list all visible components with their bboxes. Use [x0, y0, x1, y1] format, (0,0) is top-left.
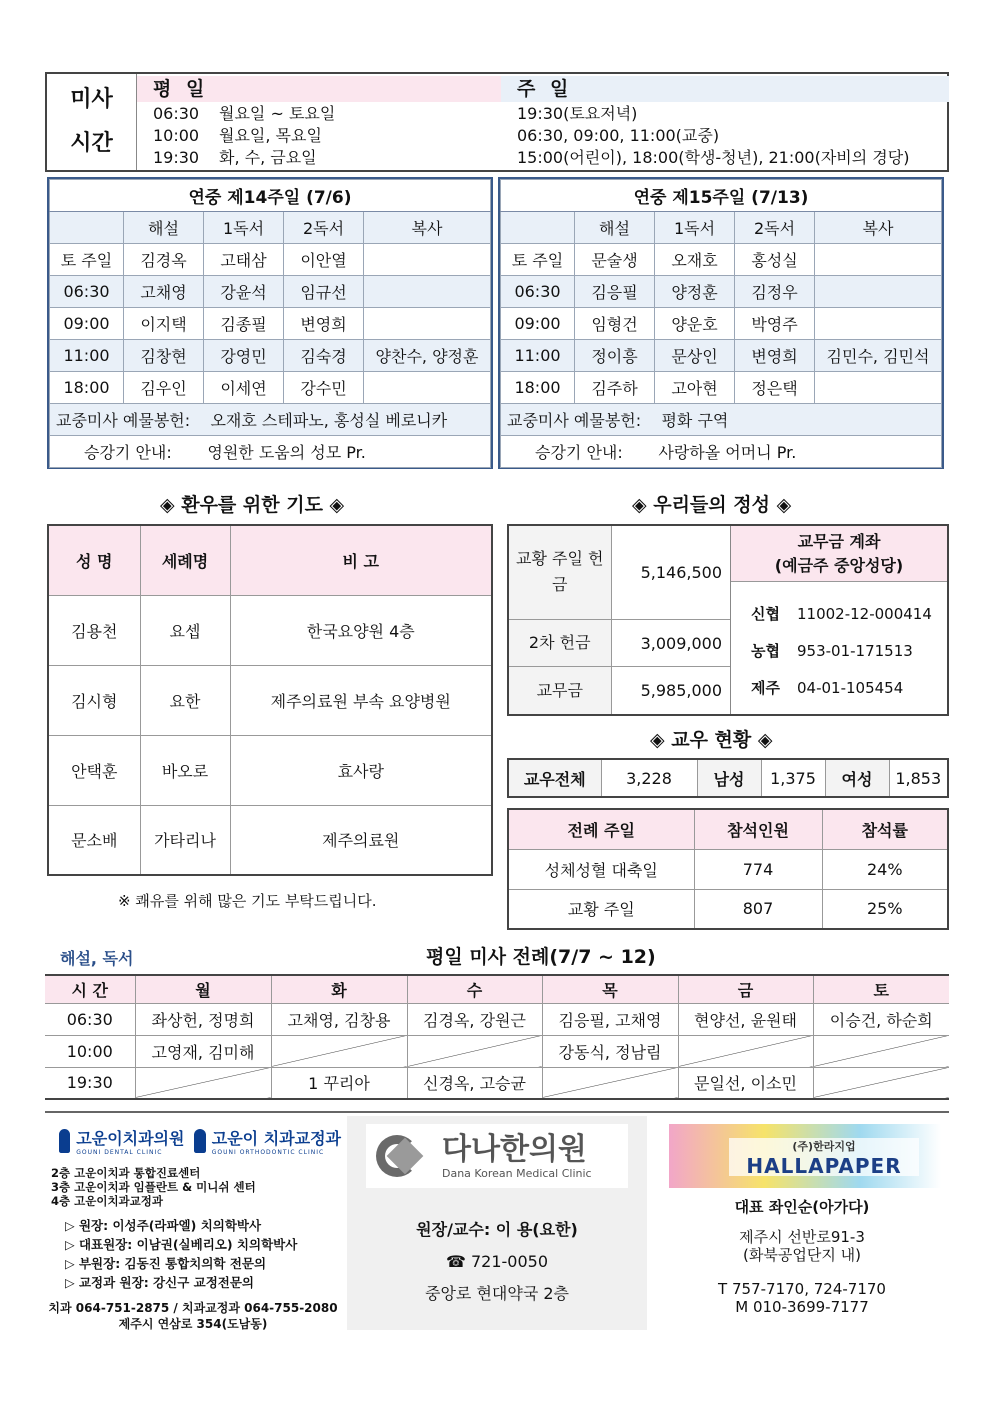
table-row: 18:00 김주하 고아현 정은택: [501, 372, 942, 404]
week14-roles-box: [47, 177, 493, 469]
weekday-mass-list: [153, 103, 335, 169]
mass-times-box: [45, 72, 949, 172]
hymn-row: 승강기 안내: 사랑하올 어머니 Pr.: [501, 436, 942, 468]
table-row: 09:00 이지택 김종필 변영희: [50, 308, 491, 340]
table-row: 토 주일 문술생 오재호 홍성실: [501, 244, 942, 276]
dental-staff: ▷ 원장: 이성주(라파엘) 치의학박사 ▷ 대표원장: 이남권(실베리오) 치의학박사 ▷ 부원장: 김동진 통합치의학 전문의 ▷ 교정과 원장: 강신구 교정전문의: [65, 1218, 298, 1290]
dental-contact: 치과 064-751-2875 / 치과교정과 064-755-2080 제주시 연삼로 354(도남동): [48, 1301, 338, 1331]
dental-logo-1: 고운이치과의원: [76, 1129, 185, 1148]
roles-header-row: 해설 1독서 2독서 복사: [50, 212, 491, 244]
week15-roles-table: [500, 179, 942, 468]
account-heading: 교무금 계좌 (예금주 중앙성당): [731, 526, 947, 582]
offerings-title: ◈ 우리들의 정성 ◈: [632, 494, 792, 516]
offering-row: 교중미사 예물봉헌: 평화 구역: [501, 404, 942, 436]
table-row: 11:00 김창현 강영민 김숙경 양찬수, 양정훈: [50, 340, 491, 372]
patients-header-row: 성 명 세례명 비 고: [48, 525, 492, 595]
week14-title: 연중 제14주일 (7/6): [50, 180, 491, 212]
list-item: 제주 04-01-105454: [751, 679, 904, 697]
table-row: 06:30 고채영 강윤석 임규선: [50, 276, 491, 308]
account-box: [731, 526, 947, 714]
hallapaper-ad: [655, 1116, 949, 1330]
hallapaper-logo: (주)한라지업 HALLAPAPER: [669, 1124, 941, 1188]
sunday-mass-list: [517, 103, 909, 169]
weekday-header-row: 시 간 월 화 수 목 금 토: [45, 975, 949, 1003]
patients-title: ◈ 환우를 위한 기도 ◈: [160, 494, 345, 516]
offering-amount-row: 교황 주일 헌금 5,146,500: [509, 526, 730, 619]
offerings-box: [507, 524, 949, 716]
weekday-mass-heading: 평 일: [137, 76, 501, 102]
sunday-mass-row: 15:00(어린이), 18:00(학생-청년), 21:00(자비의 경당): [517, 148, 910, 167]
weekday-mass-row: 19:30 화, 수, 금요일: [153, 148, 317, 167]
table-row: 09:00 임형건 양운호 박영주: [501, 308, 942, 340]
weekday-schedule-label: 해설, 독서: [60, 949, 134, 968]
mass-label-bottom: 시간: [70, 131, 113, 156]
dental-logos: 고운이치과의원 GOUNI DENTAL CLINIC 고운이 치과교정과 GOUNI ORTHODONTIC CLINIC: [45, 1116, 341, 1166]
weekday-mass-row: 10:00 월요일, 목요일: [153, 126, 322, 145]
sunday-mass-row: 19:30(토요저녁): [517, 104, 638, 123]
table-row: 토 주일 김경옥 고태삼 이안열: [50, 244, 491, 276]
offering-amount-row: 2차 헌금 3,009,000: [509, 619, 730, 667]
ads-divider: [45, 1111, 949, 1113]
table-row: 06:30 좌상헌, 정명희 고채영, 김창용 김경옥, 강원근 김응필, 고채영 현양선, 윤원태 이승건, 하순희: [45, 1003, 949, 1035]
roles-header-row: 해설 1독서 2독서 복사: [501, 212, 942, 244]
sunday-mass-heading: 주 일: [501, 76, 949, 102]
table-row: 김시형 요한 제주의료원 부속 요양병원: [48, 665, 492, 735]
table-row: 19:30 1 꾸리아 신경옥, 고승균 문일선, 이소민: [45, 1067, 949, 1099]
patients-note: ※ 쾌유를 위해 많은 기도 부탁드립니다.: [118, 892, 377, 910]
attendance-header-row: 전례 주일 참석인원 참석률: [508, 809, 948, 849]
table-row: 11:00 정이흥 문상인 변영희 김민수, 김민석: [501, 340, 942, 372]
parish-title: ◈ 교우 현황 ◈: [650, 729, 773, 751]
dana-info: 원장/교수: 이 용(요한) ☎ 721-0050 중앙로 현대약국 2층: [416, 1220, 578, 1303]
list-item: 신협 11002-12-000414: [751, 605, 932, 623]
mass-label-top: 미사: [70, 87, 113, 112]
tooth-icon: [194, 1129, 205, 1153]
hymn-row: 승강기 안내: 영원한 도움의 성모 Pr.: [50, 436, 491, 468]
dana-logo-icon: [376, 1135, 432, 1177]
table-row: 성체성혈 대축일 774 24%: [508, 849, 948, 889]
dental-logo-2: 고운이 치과교정과: [211, 1129, 341, 1148]
weekday-schedule-title: 평일 미사 전례(7/7 ~ 12): [426, 946, 656, 968]
table-row: 교황 주일 807 25%: [508, 889, 948, 929]
mass-times-label: [47, 74, 137, 170]
dana-clinic-ad: [347, 1116, 647, 1330]
table-row: 18:00 김우인 이세연 강수민: [50, 372, 491, 404]
week15-title: 연중 제15주일 (7/13): [501, 180, 942, 212]
mass-times-body: [137, 74, 947, 170]
dental-floors: 2층 고운이치과 통합진료센터 3층 고운이치과 임플란트 & 미니쉬 센터 4층 고운이치과교정과: [51, 1166, 256, 1208]
dental-ad: [45, 1116, 341, 1330]
patients-table: [47, 524, 493, 876]
week14-roles-table: [49, 179, 491, 468]
table-row: 06:30 김응필 양정훈 김정우: [501, 276, 942, 308]
table-row: 문소배 가타리나 제주의료원: [48, 805, 492, 875]
table-row: 김용천 요셉 한국요양원 4층: [48, 595, 492, 665]
table-row: 10:00 고영재, 김미해 강동식, 정남림: [45, 1035, 949, 1067]
parish-stats: 교우전체 3,228 남성 1,375 여성 1,853: [507, 758, 949, 798]
sunday-mass-row: 06:30, 09:00, 11:00(교중): [517, 126, 720, 145]
dana-logo: 다나한의원 Dana Korean Medical Clinic: [366, 1124, 628, 1188]
offering-amount-row: 교무금 5,985,000: [509, 667, 730, 714]
table-row: 안택훈 바오로 효사랑: [48, 735, 492, 805]
weekday-mass-row: 06:30 월요일 ~ 토요일: [153, 104, 336, 123]
offering-row: 교중미사 예물봉헌: 오재호 스테파노, 홍성실 베로니카: [50, 404, 491, 436]
account-list: [731, 582, 947, 707]
attendance-table: [507, 808, 949, 930]
list-item: 농협 953-01-171513: [751, 642, 913, 660]
hallapaper-info: 대표 좌인순(아가다) 제주시 선반로91-3 (화북공업단지 내) T 757-7170, 724-7170 M 010-3699-7177: [718, 1198, 886, 1316]
tooth-icon: [59, 1129, 70, 1153]
week15-roles-box: [498, 177, 944, 469]
offerings-amounts: [509, 526, 731, 714]
weekday-schedule-table: [45, 974, 949, 1100]
